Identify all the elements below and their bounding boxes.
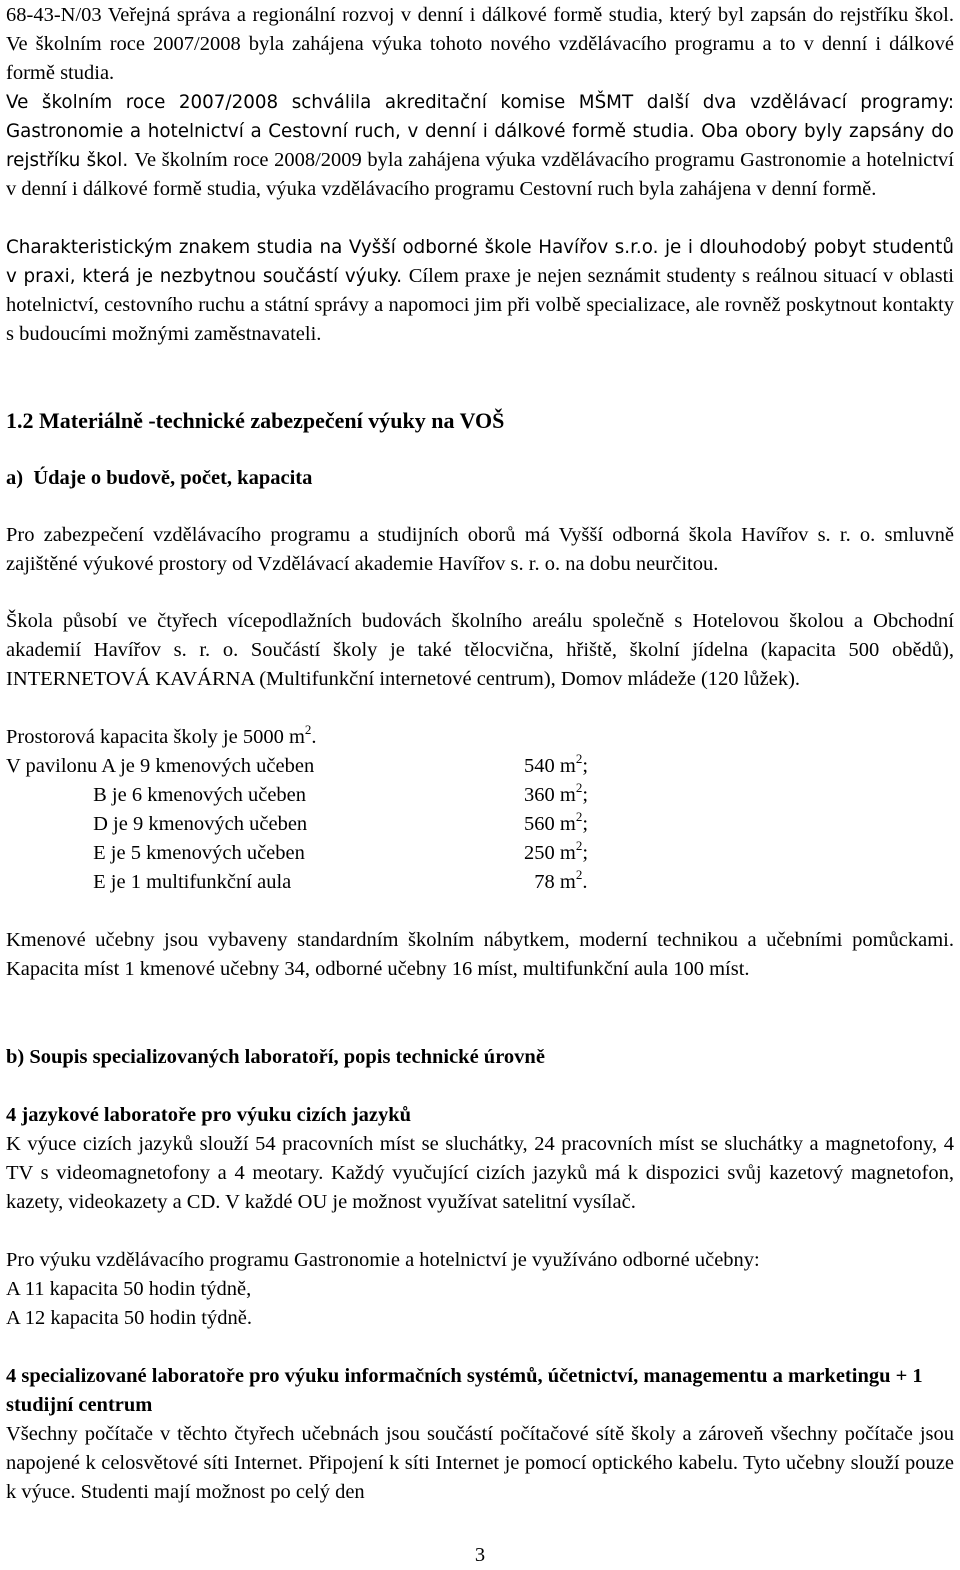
- page-number: 3: [474, 1544, 486, 1566]
- room-area: 540 $m^2$;: [524, 751, 589, 777]
- language-labs-heading: 4 jazykové laboratoře pro výuku cizích jazyků: [6, 1104, 412, 1126]
- program-start-text: Ve školním roce 2008/2009 byla zahájena výuka vzdělávacího programu Gastronomie a hotelnictví v denní i dálkové formě studia, výuka vzdělávacího programu Cestovní ruch byla zahájena v denní formě.: [6, 149, 955, 200]
- language-labs-paragraph: K výuce cizích jazyků slouží 54 pracovních míst se sluchátky, 24 pracovních míst se sluchátky a magnetofony, 4 TV s videomagnetofony a 4 meotary. Každý vyučující cizích jazyků má k dispozici svůj kazetový magnetofon, kazety, videokazety a CD. V každé OU je možnost využívat satelitní vysílač.: [6, 1133, 954, 1213]
- gastronomy-rooms-line: Pro výuku vzdělávacího programu Gastronomie a hotelnictví je využíváno odborné učebny:: [6, 1249, 760, 1271]
- practice-goal-text: Cílem praxe je nejen seznámit studenty s reálnou situací v oblasti hotelnictví, cestovního ruchu a státní správy a napomoci jim při volbě specializace, ale rovněž poskytnout kontakty s budoucími možnými zaměstnavateli.: [6, 265, 954, 345]
- room-area: 560 $m^2$;: [524, 809, 589, 835]
- room-row: [6, 752, 706, 781]
- room-label: E je 1 multifunkční aula: [6, 871, 292, 893]
- room-row: [6, 868, 706, 897]
- room-row: [6, 781, 706, 810]
- classroom-equipment-paragraph: Kmenové učebny jsou vybaveny standardním školním nábytkem, moderní technikou a učebními pomůckami. Kapacita míst 1 kmenové učebny 34, odborné učebny 16 míst, multifunkční aula 100 míst.: [6, 929, 954, 980]
- room-row: [6, 839, 706, 868]
- room-list: [6, 752, 706, 897]
- section-heading-1-2: 1.2 Materiálně -technické zabezpečení výuky na VOŠ: [6, 408, 505, 433]
- room-label: B je 6 kmenových učeben: [6, 784, 307, 806]
- intro-paragraph-2: [6, 88, 954, 204]
- it-labs-paragraph: Všechny počítače v těchto čtyřech učebnách jsou součástí počítačové sítě školy a zároveň všechny počítače jsou napojené k celosvětové síti Internet. Připojení k síti Internet je pomocí optického kabelu. Tyto učebny slouží pouze k výuce. Studenti mají možnost po celý den: [6, 1423, 954, 1503]
- capacity-line: [6, 723, 317, 752]
- intro-paragraph-3: [6, 233, 954, 349]
- subsection-heading-b: b) Soupis specializovaných laboratoří, popis technické úrovně: [6, 1046, 545, 1068]
- room-a12-line: A 12 kapacita 50 hodin týdně.: [6, 1307, 252, 1329]
- practice-text: Charakteristickým znakem studia na Vyšší odborné škole Havířov s.r.o. je i dlouhodobý pobyt studentů v praxi, která je nezbytnou součástí výuky.: [6, 237, 954, 287]
- room-area: 250 $m^2$;: [524, 838, 589, 864]
- room-label: V pavilonu A je 9 kmenových učeben: [6, 755, 315, 777]
- capacity-end: .: [311, 726, 317, 748]
- capacity-superscript: 2: [304, 722, 312, 737]
- intro-paragraph-1: 68-43-N/03 Veřejná správa a regionální rozvoj v denní i dálkové formě studia, který byl zapsán do rejstříku škol. Ve školním roce 2007/2008 byla zahájena výuka tohoto nového vzdělávacího programu a to v denní i dálkové formě studia.: [6, 4, 954, 84]
- it-labs-heading: 4 specializované laboratoře pro výuku informačních systémů, účetnictví, managementu a marketingu + 1 studijní centrum: [6, 1365, 923, 1416]
- capacity-text: Prostorová kapacita školy je 5000 m: [6, 726, 305, 748]
- room-area: 78 $m^2$.: [524, 867, 588, 893]
- room-area: 360 $m^2$;: [524, 780, 589, 806]
- accreditation-text: Ve školním roce 2007/2008 schválila akreditační komise MŠMT další dva vzdělávací programy: Gastronomie a hotelnictví a Cestovní ruch, v denní i dálkové formě studia. Oba obory byly zapsány do rejstříku škol.: [6, 92, 954, 171]
- room-label: D je 9 kmenových učeben: [6, 813, 308, 835]
- facilities-paragraph: Pro zabezpečení vzdělávacího programu a studijních oborů má Vyšší odborná škola Havířov s. r. o. smluvně zajištěné výukové prostory od Vzdělávací akademie Havířov s. r. o. na dobu neurčitou.: [6, 524, 954, 575]
- room-a11-line: A 11 kapacita 50 hodin týdně,: [6, 1278, 252, 1300]
- subsection-heading-a: a) Údaje o budově, počet, kapacita: [6, 467, 313, 489]
- buildings-paragraph: Škola působí ve čtyřech vícepodlažních budovách školního areálu společně s Hotelovou školou a Obchodní akademií Havířov s. r. o. Součástí školy je také tělocvična, hřiště, školní jídelna (kapacita 500 obědů), INTERNETOVÁ KAVÁRNA (Multifunkční internetové centrum), Domov mládeže (120 lůžek).: [6, 610, 954, 690]
- room-row: [6, 810, 706, 839]
- room-label: E je 5 kmenových učeben: [6, 842, 305, 864]
